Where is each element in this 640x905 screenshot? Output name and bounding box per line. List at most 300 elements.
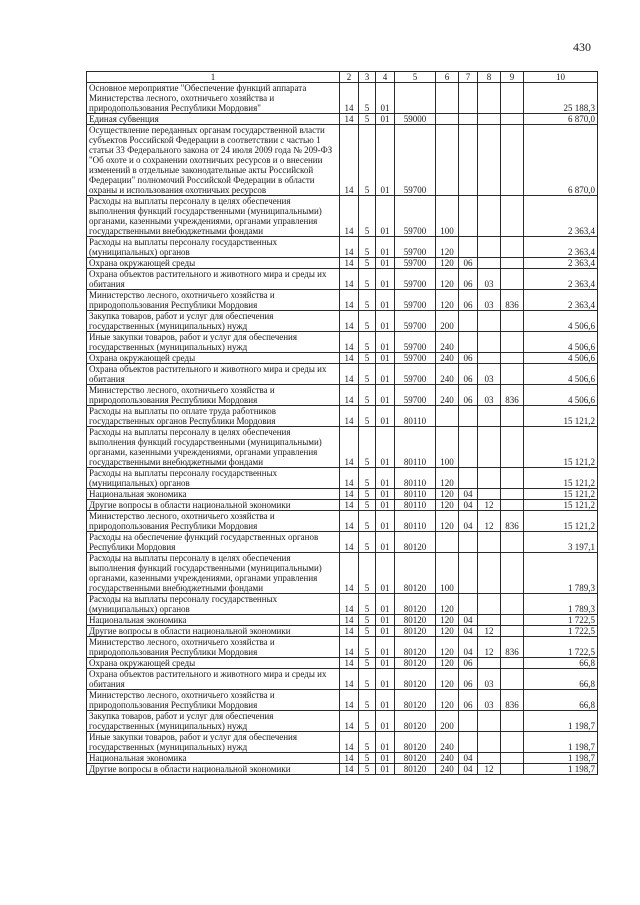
row-code-5: 59700 [395, 258, 436, 269]
row-code-7 [459, 237, 478, 258]
row-amount: 15 121,2 [524, 427, 598, 468]
row-amount: 2 363,4 [524, 269, 598, 290]
row-code-2: 14 [340, 594, 359, 615]
row-code-9 [501, 353, 524, 364]
row-code-9 [501, 364, 524, 385]
row-code-5: 59700 [395, 237, 436, 258]
row-code-5: 80110 [395, 500, 436, 511]
row-code-7: 04 [459, 753, 478, 764]
row-name: Национальная экономика [87, 615, 340, 626]
row-code-9 [501, 196, 524, 237]
row-code-5: 80120 [395, 753, 436, 764]
row-code-7: 06 [459, 290, 478, 311]
row-code-6: 120 [436, 511, 459, 532]
row-code-3: 5 [359, 532, 376, 553]
row-amount: 15 121,2 [524, 500, 598, 511]
row-amount: 25 188,3 [524, 83, 598, 114]
row-amount: 2 363,4 [524, 196, 598, 237]
row-code-2: 14 [340, 269, 359, 290]
row-code-3: 5 [359, 732, 376, 753]
row-code-8 [478, 532, 501, 553]
row-code-4: 01 [376, 237, 395, 258]
row-name: Охрана объектов растительного и животного мира и среды их обитания [87, 364, 340, 385]
row-code-4: 01 [376, 385, 395, 406]
row-code-2: 14 [340, 353, 359, 364]
row-code-8 [478, 114, 501, 125]
row-code-3: 5 [359, 125, 376, 196]
row-code-8 [478, 125, 501, 196]
row-code-3: 5 [359, 83, 376, 114]
row-code-5: 59700 [395, 364, 436, 385]
row-code-3: 5 [359, 353, 376, 364]
row-name: Закупка товаров, работ и услуг для обеспечения государственных (муниципальных) нужд [87, 711, 340, 732]
row-code-7 [459, 553, 478, 594]
row-code-4: 01 [376, 669, 395, 690]
row-name: Министерство лесного, охотничьего хозяйства и природопользования Республики Мордовия [87, 637, 340, 658]
row-name: Закупка товаров, работ и услуг для обеспечения государственных (муниципальных) нужд [87, 311, 340, 332]
row-code-5: 59700 [395, 269, 436, 290]
row-code-9 [501, 594, 524, 615]
row-code-3: 5 [359, 489, 376, 500]
row-code-4: 01 [376, 332, 395, 353]
header-col-4: 4 [376, 72, 395, 83]
row-code-5: 80120 [395, 690, 436, 711]
table-row [87, 669, 598, 690]
row-code-9 [501, 658, 524, 669]
row-code-9 [501, 615, 524, 626]
header-col-6: 6 [436, 72, 459, 83]
row-code-6: 120 [436, 637, 459, 658]
row-code-2: 14 [340, 489, 359, 500]
row-code-9: 836 [501, 385, 524, 406]
row-code-3: 5 [359, 196, 376, 237]
row-code-6 [436, 406, 459, 427]
row-amount: 1 789,3 [524, 594, 598, 615]
row-amount: 1 789,3 [524, 553, 598, 594]
row-code-9 [501, 83, 524, 114]
row-code-7 [459, 332, 478, 353]
row-code-4: 01 [376, 114, 395, 125]
row-code-6: 240 [436, 764, 459, 775]
row-code-6: 100 [436, 196, 459, 237]
row-code-9 [501, 406, 524, 427]
row-code-8 [478, 658, 501, 669]
row-name: Национальная экономика [87, 489, 340, 500]
table-row [87, 290, 598, 311]
row-code-6: 120 [436, 500, 459, 511]
row-code-6 [436, 114, 459, 125]
row-code-2: 14 [340, 364, 359, 385]
row-code-3: 5 [359, 764, 376, 775]
header-col-7: 7 [459, 72, 478, 83]
row-code-8: 12 [478, 637, 501, 658]
table-row [87, 269, 598, 290]
row-code-6: 200 [436, 311, 459, 332]
row-code-6: 240 [436, 353, 459, 364]
row-code-6: 120 [436, 690, 459, 711]
row-amount: 4 506,6 [524, 385, 598, 406]
row-code-5: 59000 [395, 114, 436, 125]
row-code-3: 5 [359, 406, 376, 427]
row-code-5: 59700 [395, 290, 436, 311]
row-code-2: 14 [340, 764, 359, 775]
row-name: Министерство лесного, охотничьего хозяйства и природопользования Республики Мордовия [87, 290, 340, 311]
row-code-7: 04 [459, 615, 478, 626]
row-code-6: 120 [436, 669, 459, 690]
row-code-2: 14 [340, 332, 359, 353]
table-row [87, 364, 598, 385]
row-amount: 4 506,6 [524, 353, 598, 364]
row-name: Основное мероприятие "Обеспечение функций аппарата Министерства лесного, охотничьего хозяйства и природопользования Республики Мордовия" [87, 83, 340, 114]
row-name: Министерство лесного, охотничьего хозяйства и природопользования Республики Мордовия [87, 511, 340, 532]
table-row [87, 658, 598, 669]
row-code-5: 59700 [395, 196, 436, 237]
row-code-8 [478, 83, 501, 114]
row-code-6: 120 [436, 594, 459, 615]
row-code-4: 01 [376, 732, 395, 753]
row-code-9 [501, 553, 524, 594]
row-amount: 6 870,0 [524, 125, 598, 196]
row-code-2: 14 [340, 468, 359, 489]
row-code-8 [478, 353, 501, 364]
row-code-9: 836 [501, 690, 524, 711]
table-row [87, 468, 598, 489]
row-code-4: 01 [376, 290, 395, 311]
row-code-9 [501, 468, 524, 489]
row-code-5 [395, 83, 436, 114]
row-amount: 4 506,6 [524, 311, 598, 332]
row-code-9: 836 [501, 290, 524, 311]
row-code-4: 01 [376, 311, 395, 332]
row-code-2: 14 [340, 427, 359, 468]
row-code-8 [478, 753, 501, 764]
header-col-9: 9 [501, 72, 524, 83]
row-amount: 15 121,2 [524, 489, 598, 500]
row-code-2: 14 [340, 753, 359, 764]
row-code-7 [459, 114, 478, 125]
row-code-3: 5 [359, 427, 376, 468]
row-code-2: 14 [340, 511, 359, 532]
row-code-3: 5 [359, 311, 376, 332]
row-code-6: 240 [436, 332, 459, 353]
row-name: Расходы на выплаты персоналу государственных (муниципальных) органов [87, 468, 340, 489]
row-code-9 [501, 114, 524, 125]
row-code-5: 80120 [395, 553, 436, 594]
row-amount: 1 722,5 [524, 626, 598, 637]
row-name: Расходы на выплаты персоналу в целях обеспечения выполнения функций государственными (муниципальными) органами, казенными учреждениями, органами управления государственными внебюджетными фондами [87, 553, 340, 594]
row-code-2: 14 [340, 658, 359, 669]
row-code-8 [478, 258, 501, 269]
row-code-3: 5 [359, 615, 376, 626]
page-number: 430 [573, 40, 591, 54]
row-code-4: 01 [376, 364, 395, 385]
row-code-9 [501, 732, 524, 753]
row-code-5: 80120 [395, 637, 436, 658]
row-code-2: 14 [340, 637, 359, 658]
row-code-9 [501, 669, 524, 690]
row-code-7 [459, 406, 478, 427]
row-code-4: 01 [376, 353, 395, 364]
row-code-4: 01 [376, 511, 395, 532]
row-amount: 66,8 [524, 690, 598, 711]
row-code-5: 80110 [395, 427, 436, 468]
row-name: Охрана объектов растительного и животного мира и среды их обитания [87, 269, 340, 290]
row-code-2: 14 [340, 196, 359, 237]
table-row [87, 196, 598, 237]
header-col-2: 2 [340, 72, 359, 83]
row-code-7 [459, 427, 478, 468]
table-row [87, 311, 598, 332]
table-row [87, 615, 598, 626]
row-code-2: 14 [340, 311, 359, 332]
row-code-6 [436, 532, 459, 553]
row-code-7 [459, 594, 478, 615]
row-amount: 6 870,0 [524, 114, 598, 125]
row-code-9 [501, 626, 524, 637]
row-code-8 [478, 615, 501, 626]
row-code-6: 120 [436, 269, 459, 290]
row-code-4: 01 [376, 753, 395, 764]
row-code-7: 04 [459, 500, 478, 511]
row-code-6: 120 [436, 258, 459, 269]
row-name: Охрана объектов растительного и животного мира и среды их обитания [87, 669, 340, 690]
row-code-8 [478, 196, 501, 237]
row-name: Другие вопросы в области национальной экономики [87, 626, 340, 637]
header-row [87, 72, 598, 83]
row-code-5: 80120 [395, 732, 436, 753]
row-code-6: 240 [436, 385, 459, 406]
row-code-7 [459, 532, 478, 553]
row-code-8 [478, 332, 501, 353]
row-code-2: 14 [340, 711, 359, 732]
table-row [87, 353, 598, 364]
row-code-8: 03 [478, 669, 501, 690]
row-code-2: 14 [340, 626, 359, 637]
row-code-4: 01 [376, 615, 395, 626]
row-code-4: 01 [376, 427, 395, 468]
row-amount: 15 121,2 [524, 406, 598, 427]
row-code-9 [501, 269, 524, 290]
row-code-2: 14 [340, 615, 359, 626]
table-row [87, 511, 598, 532]
row-code-5: 80120 [395, 615, 436, 626]
row-code-4: 01 [376, 83, 395, 114]
row-code-4: 01 [376, 553, 395, 594]
row-code-3: 5 [359, 711, 376, 732]
row-name: Расходы на выплаты персоналу государственных (муниципальных) органов [87, 237, 340, 258]
row-code-7 [459, 196, 478, 237]
row-code-7: 04 [459, 489, 478, 500]
row-code-7: 04 [459, 764, 478, 775]
row-code-8 [478, 711, 501, 732]
row-code-5: 80120 [395, 594, 436, 615]
row-code-3: 5 [359, 658, 376, 669]
row-name: Министерство лесного, охотничьего хозяйства и природопользования Республики Мордовия [87, 385, 340, 406]
table-row [87, 258, 598, 269]
row-name: Расходы на выплаты персоналу в целях обеспечения выполнения функций государственными (муниципальными) органами, казенными учреждениями, органами управления государственными внебюджетными фондами [87, 427, 340, 468]
row-code-8: 03 [478, 385, 501, 406]
row-code-8: 03 [478, 269, 501, 290]
row-code-7: 04 [459, 511, 478, 532]
row-amount: 2 363,4 [524, 237, 598, 258]
row-name: Расходы на выплаты персоналу государственных (муниципальных) органов [87, 594, 340, 615]
table-row [87, 753, 598, 764]
row-code-7: 06 [459, 258, 478, 269]
row-code-4: 01 [376, 269, 395, 290]
row-code-8: 12 [478, 764, 501, 775]
table-row [87, 764, 598, 775]
row-code-7 [459, 711, 478, 732]
row-code-4: 01 [376, 500, 395, 511]
row-code-5: 80110 [395, 511, 436, 532]
row-code-3: 5 [359, 332, 376, 353]
row-code-8 [478, 468, 501, 489]
row-code-3: 5 [359, 290, 376, 311]
row-code-7 [459, 468, 478, 489]
row-code-5: 80120 [395, 532, 436, 553]
row-amount: 1 722,5 [524, 615, 598, 626]
row-amount: 1 722,5 [524, 637, 598, 658]
header-col-8: 8 [478, 72, 501, 83]
row-code-7: 04 [459, 626, 478, 637]
row-code-4: 01 [376, 196, 395, 237]
row-code-2: 14 [340, 532, 359, 553]
row-code-2: 14 [340, 290, 359, 311]
row-code-7: 06 [459, 690, 478, 711]
row-code-5: 80120 [395, 764, 436, 775]
row-code-4: 01 [376, 711, 395, 732]
row-code-3: 5 [359, 468, 376, 489]
table-row [87, 500, 598, 511]
row-code-9: 836 [501, 511, 524, 532]
row-code-4: 01 [376, 406, 395, 427]
row-code-2: 14 [340, 732, 359, 753]
row-code-9 [501, 237, 524, 258]
row-name: Охрана окружающей среды [87, 353, 340, 364]
row-code-6: 240 [436, 364, 459, 385]
row-code-7: 06 [459, 269, 478, 290]
table-row [87, 626, 598, 637]
table-row [87, 690, 598, 711]
row-code-6: 120 [436, 615, 459, 626]
row-code-3: 5 [359, 637, 376, 658]
row-code-8 [478, 406, 501, 427]
row-code-7: 06 [459, 353, 478, 364]
row-code-5: 80110 [395, 468, 436, 489]
row-code-2: 14 [340, 553, 359, 594]
row-code-2: 14 [340, 114, 359, 125]
row-code-7 [459, 732, 478, 753]
row-code-8: 03 [478, 290, 501, 311]
row-code-5: 80120 [395, 658, 436, 669]
row-code-4: 01 [376, 489, 395, 500]
row-code-9 [501, 125, 524, 196]
header-col-3: 3 [359, 72, 376, 83]
header-col-5: 5 [395, 72, 436, 83]
row-code-6 [436, 125, 459, 196]
row-amount: 1 198,7 [524, 732, 598, 753]
row-code-6: 100 [436, 553, 459, 594]
row-amount: 2 363,4 [524, 290, 598, 311]
row-code-3: 5 [359, 269, 376, 290]
row-amount: 15 121,2 [524, 511, 598, 532]
row-code-3: 5 [359, 114, 376, 125]
row-name: Иные закупки товаров, работ и услуг для обеспечения государственных (муниципальных) нужд [87, 732, 340, 753]
table-body [87, 83, 598, 775]
row-code-3: 5 [359, 500, 376, 511]
row-code-5: 80120 [395, 711, 436, 732]
table-row [87, 125, 598, 196]
row-code-6: 120 [436, 489, 459, 500]
row-code-5: 59700 [395, 311, 436, 332]
row-code-6: 120 [436, 290, 459, 311]
row-code-8: 03 [478, 690, 501, 711]
row-code-2: 14 [340, 83, 359, 114]
row-name: Расходы на выплаты персоналу в целях обеспечения выполнения функций государственными (муниципальными) органами, казенными учреждениями, органами управления государственными внебюджетными фондами [87, 196, 340, 237]
table-row [87, 385, 598, 406]
row-code-4: 01 [376, 125, 395, 196]
row-amount: 15 121,2 [524, 468, 598, 489]
row-code-9 [501, 500, 524, 511]
row-name: Иные закупки товаров, работ и услуг для обеспечения государственных (муниципальных) нужд [87, 332, 340, 353]
row-code-2: 14 [340, 385, 359, 406]
row-code-3: 5 [359, 669, 376, 690]
row-amount: 1 198,7 [524, 764, 598, 775]
row-code-7: 06 [459, 658, 478, 669]
row-code-9 [501, 532, 524, 553]
row-name: Расходы на обеспечение функций государственных органов Республики Мордовия [87, 532, 340, 553]
row-code-6 [436, 83, 459, 114]
row-code-4: 01 [376, 258, 395, 269]
row-code-4: 01 [376, 626, 395, 637]
row-code-9 [501, 427, 524, 468]
row-code-8 [478, 489, 501, 500]
row-code-8 [478, 732, 501, 753]
row-code-5: 59700 [395, 353, 436, 364]
row-code-3: 5 [359, 626, 376, 637]
row-name: Единая субвенция [87, 114, 340, 125]
row-name: Расходы на выплаты по оплате труда работников государственных органов Республики Мордовия [87, 406, 340, 427]
row-code-9: 836 [501, 637, 524, 658]
row-code-3: 5 [359, 594, 376, 615]
row-code-9 [501, 764, 524, 775]
row-name: Другие вопросы в области национальной экономики [87, 500, 340, 511]
row-code-2: 14 [340, 125, 359, 196]
row-code-3: 5 [359, 690, 376, 711]
row-code-4: 01 [376, 764, 395, 775]
row-amount: 66,8 [524, 669, 598, 690]
row-code-7 [459, 83, 478, 114]
row-code-5: 80120 [395, 626, 436, 637]
row-code-3: 5 [359, 364, 376, 385]
row-code-8: 12 [478, 626, 501, 637]
row-code-4: 01 [376, 594, 395, 615]
row-code-7: 06 [459, 385, 478, 406]
row-code-4: 01 [376, 658, 395, 669]
row-name: Министерство лесного, охотничьего хозяйства и природопользования Республики Мордовия [87, 690, 340, 711]
row-code-2: 14 [340, 690, 359, 711]
row-amount: 4 506,6 [524, 332, 598, 353]
row-code-8: 12 [478, 500, 501, 511]
row-code-7: 04 [459, 637, 478, 658]
row-code-8 [478, 237, 501, 258]
row-code-5: 80110 [395, 489, 436, 500]
row-amount: 66,8 [524, 658, 598, 669]
row-code-8 [478, 553, 501, 594]
row-code-6: 200 [436, 711, 459, 732]
row-code-5: 80110 [395, 406, 436, 427]
row-code-6: 120 [436, 626, 459, 637]
